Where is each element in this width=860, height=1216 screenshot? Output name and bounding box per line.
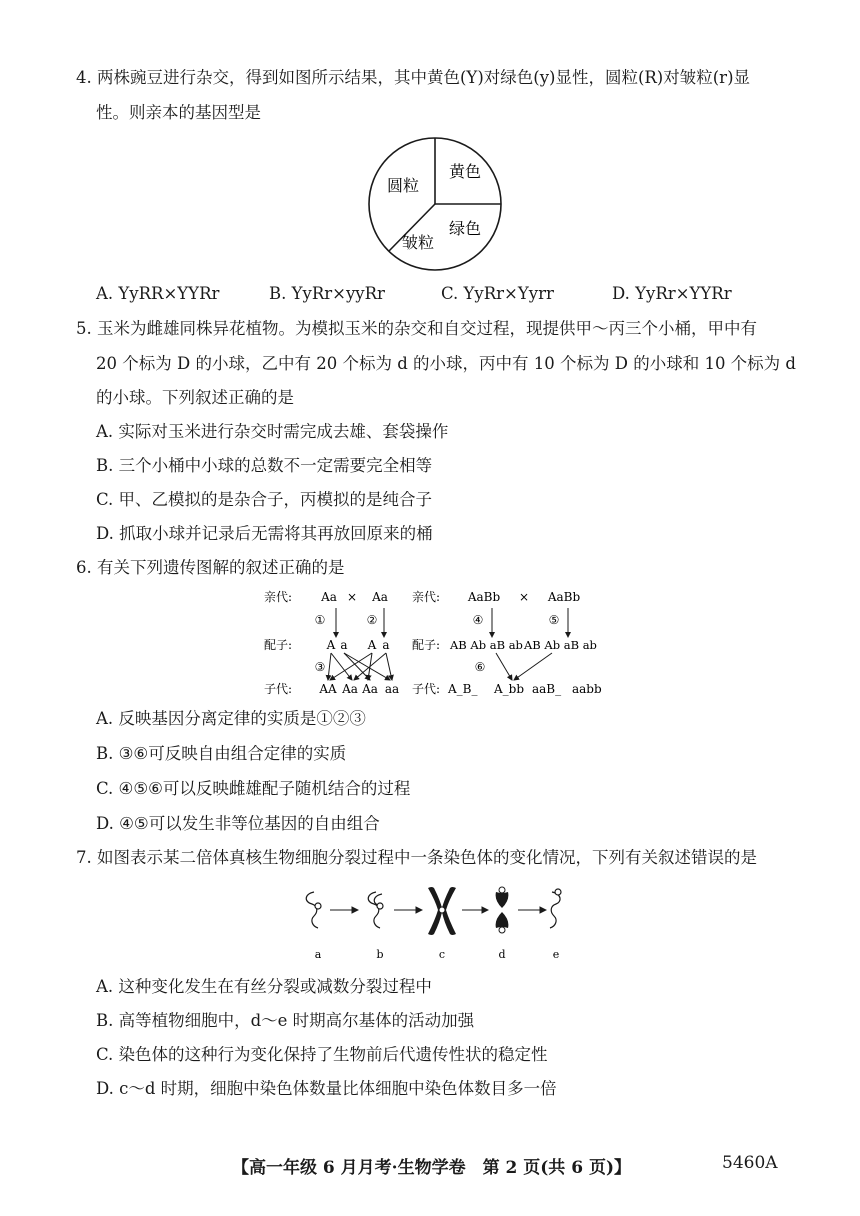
q4-option-c: C. YyRr×Yyrr bbox=[441, 284, 554, 303]
parent-label-left: 亲代: bbox=[264, 590, 293, 604]
stage-label-a: a bbox=[314, 948, 322, 961]
right-offspring-4: aabb bbox=[572, 682, 602, 696]
circle-1: ① bbox=[314, 613, 326, 627]
genetic-diagram bbox=[262, 585, 612, 700]
right-parent1: AaBb bbox=[467, 590, 501, 604]
q4-option-d: D. YyRr×YYRr bbox=[612, 284, 732, 303]
stage-label-e: e bbox=[552, 948, 560, 961]
q7-option-b: B. 高等植物细胞中，d～e 时期高尔基体的活动加强 bbox=[96, 1011, 475, 1030]
pie-label-wrinkled: 皱粒 bbox=[401, 233, 435, 252]
right-offspring-2: A_bb bbox=[494, 682, 525, 696]
page-footer: 【高一年级 6 月月考·生物学卷 第 2 页(共 6 页)】 bbox=[232, 1158, 632, 1178]
left-gamete-1: A bbox=[326, 638, 336, 652]
left-offspring-4: aa bbox=[384, 682, 400, 696]
q4-stem-line1: 4. 两株豌豆进行杂交，得到如图所示结果，其中黄色(Y)对绿色(y)显性，圆粒(R)对皱粒(r)显 bbox=[76, 68, 751, 87]
q5-option-b: B. 三个小桶中小球的总数不一定需要完全相等 bbox=[96, 456, 433, 475]
gamete-label-right: 配子: bbox=[412, 638, 441, 652]
pie-label-green: 绿色 bbox=[448, 219, 482, 238]
right-offspring-3: aaB_ bbox=[532, 682, 562, 696]
q4-option-a: A. YyRR×YYRr bbox=[96, 284, 220, 303]
q7-option-d: D. c～d 时期，细胞中染色体数量比体细胞中染色体数目多一倍 bbox=[96, 1079, 557, 1098]
left-parent2: Aa bbox=[372, 590, 388, 604]
chromosome-e bbox=[550, 889, 561, 928]
gamete-label-left: 配子: bbox=[264, 638, 293, 652]
circle-5: ⑤ bbox=[548, 613, 560, 627]
left-parent1: Aa bbox=[321, 590, 337, 604]
q5-stem-line2: 20 个标为 D 的小球，乙中有 20 个标为 d 的小球，丙中有 10 个标为 D 的小球和 10 个标为 d bbox=[96, 354, 796, 373]
q4-option-b: B. YyRr×yyRr bbox=[269, 284, 385, 303]
circle-4: ④ bbox=[472, 613, 484, 627]
q6-option-c: C. ④⑤⑥可以反映雌雄配子随机结合的过程 bbox=[96, 779, 411, 798]
q4-stem-line2: 性。则亲本的基因型是 bbox=[96, 103, 261, 122]
q5-stem-line1: 5. 玉米为雌雄同株异花植物。为模拟玉米的杂交和自交过程，现提供甲～丙三个小桶，甲中有 bbox=[76, 319, 757, 338]
pie-label-yellow: 黄色 bbox=[448, 162, 482, 181]
chromosome-c bbox=[428, 887, 456, 935]
offspring-label-left: 子代: bbox=[264, 682, 293, 696]
chromosome-b bbox=[368, 892, 383, 928]
left-gamete-3: A bbox=[367, 638, 377, 652]
chromosome-a bbox=[306, 892, 321, 928]
stage-label-c: c bbox=[438, 948, 446, 961]
q6-stem: 6. 有关下列遗传图解的叙述正确的是 bbox=[76, 558, 345, 577]
q6-option-d: D. ④⑤可以发生非等位基因的自由组合 bbox=[96, 814, 380, 833]
right-gametes-2: AB Ab aB ab bbox=[524, 638, 597, 652]
pie-label-round: 圆粒 bbox=[386, 176, 420, 195]
circle-2: ② bbox=[366, 613, 378, 627]
circle-3: ③ bbox=[314, 660, 326, 674]
q7-option-c: C. 染色体的这种行为变化保持了生物前后代遗传性状的稳定性 bbox=[96, 1045, 548, 1064]
q5-option-c: C. 甲、乙模拟的是杂合子，丙模拟的是纯合子 bbox=[96, 490, 433, 509]
q5-stem-line3: 的小球。下列叙述正确的是 bbox=[96, 388, 294, 407]
right-gametes-1: AB Ab aB ab bbox=[450, 638, 523, 652]
right-cross: × bbox=[518, 590, 530, 604]
stage-label-d: d bbox=[498, 948, 506, 961]
left-gamete-4: a bbox=[382, 638, 390, 652]
right-offspring-1: A_B_ bbox=[448, 682, 478, 696]
q4-options bbox=[96, 284, 796, 306]
stage-label-b: b bbox=[376, 948, 384, 961]
q6-option-a: A. 反映基因分离定律的实质是①②③ bbox=[96, 709, 366, 728]
left-gamete-2: a bbox=[340, 638, 348, 652]
left-offspring-3: Aa bbox=[362, 682, 378, 696]
right-parent2: AaBb bbox=[547, 590, 581, 604]
q5-option-a: A. 实际对玉米进行杂交时需完成去雄、套袋操作 bbox=[96, 422, 449, 441]
chromosome-diagram bbox=[300, 882, 580, 964]
paper-code: 5460A bbox=[722, 1153, 778, 1173]
offspring-label-right: 子代: bbox=[412, 682, 441, 696]
q5-option-d: D. 抓取小球并记录后无需将其再放回原来的桶 bbox=[96, 524, 433, 543]
left-offspring-1: AA bbox=[319, 682, 337, 696]
left-offspring-2: Aa bbox=[342, 682, 358, 696]
circle-6: ⑥ bbox=[474, 660, 486, 674]
q7-option-a: A. 这种变化发生在有丝分裂或减数分裂过程中 bbox=[96, 977, 432, 996]
chromosome-d bbox=[496, 887, 509, 933]
parent-label-right: 亲代: bbox=[412, 590, 441, 604]
left-cross: × bbox=[346, 590, 358, 604]
q6-option-b: B. ③⑥可反映自由组合定律的实质 bbox=[96, 744, 347, 763]
q7-stem: 7. 如图表示某二倍体真核生物细胞分裂过程中一条染色体的变化情况，下列有关叙述错误的是 bbox=[76, 848, 757, 867]
pie-chart bbox=[360, 134, 510, 274]
